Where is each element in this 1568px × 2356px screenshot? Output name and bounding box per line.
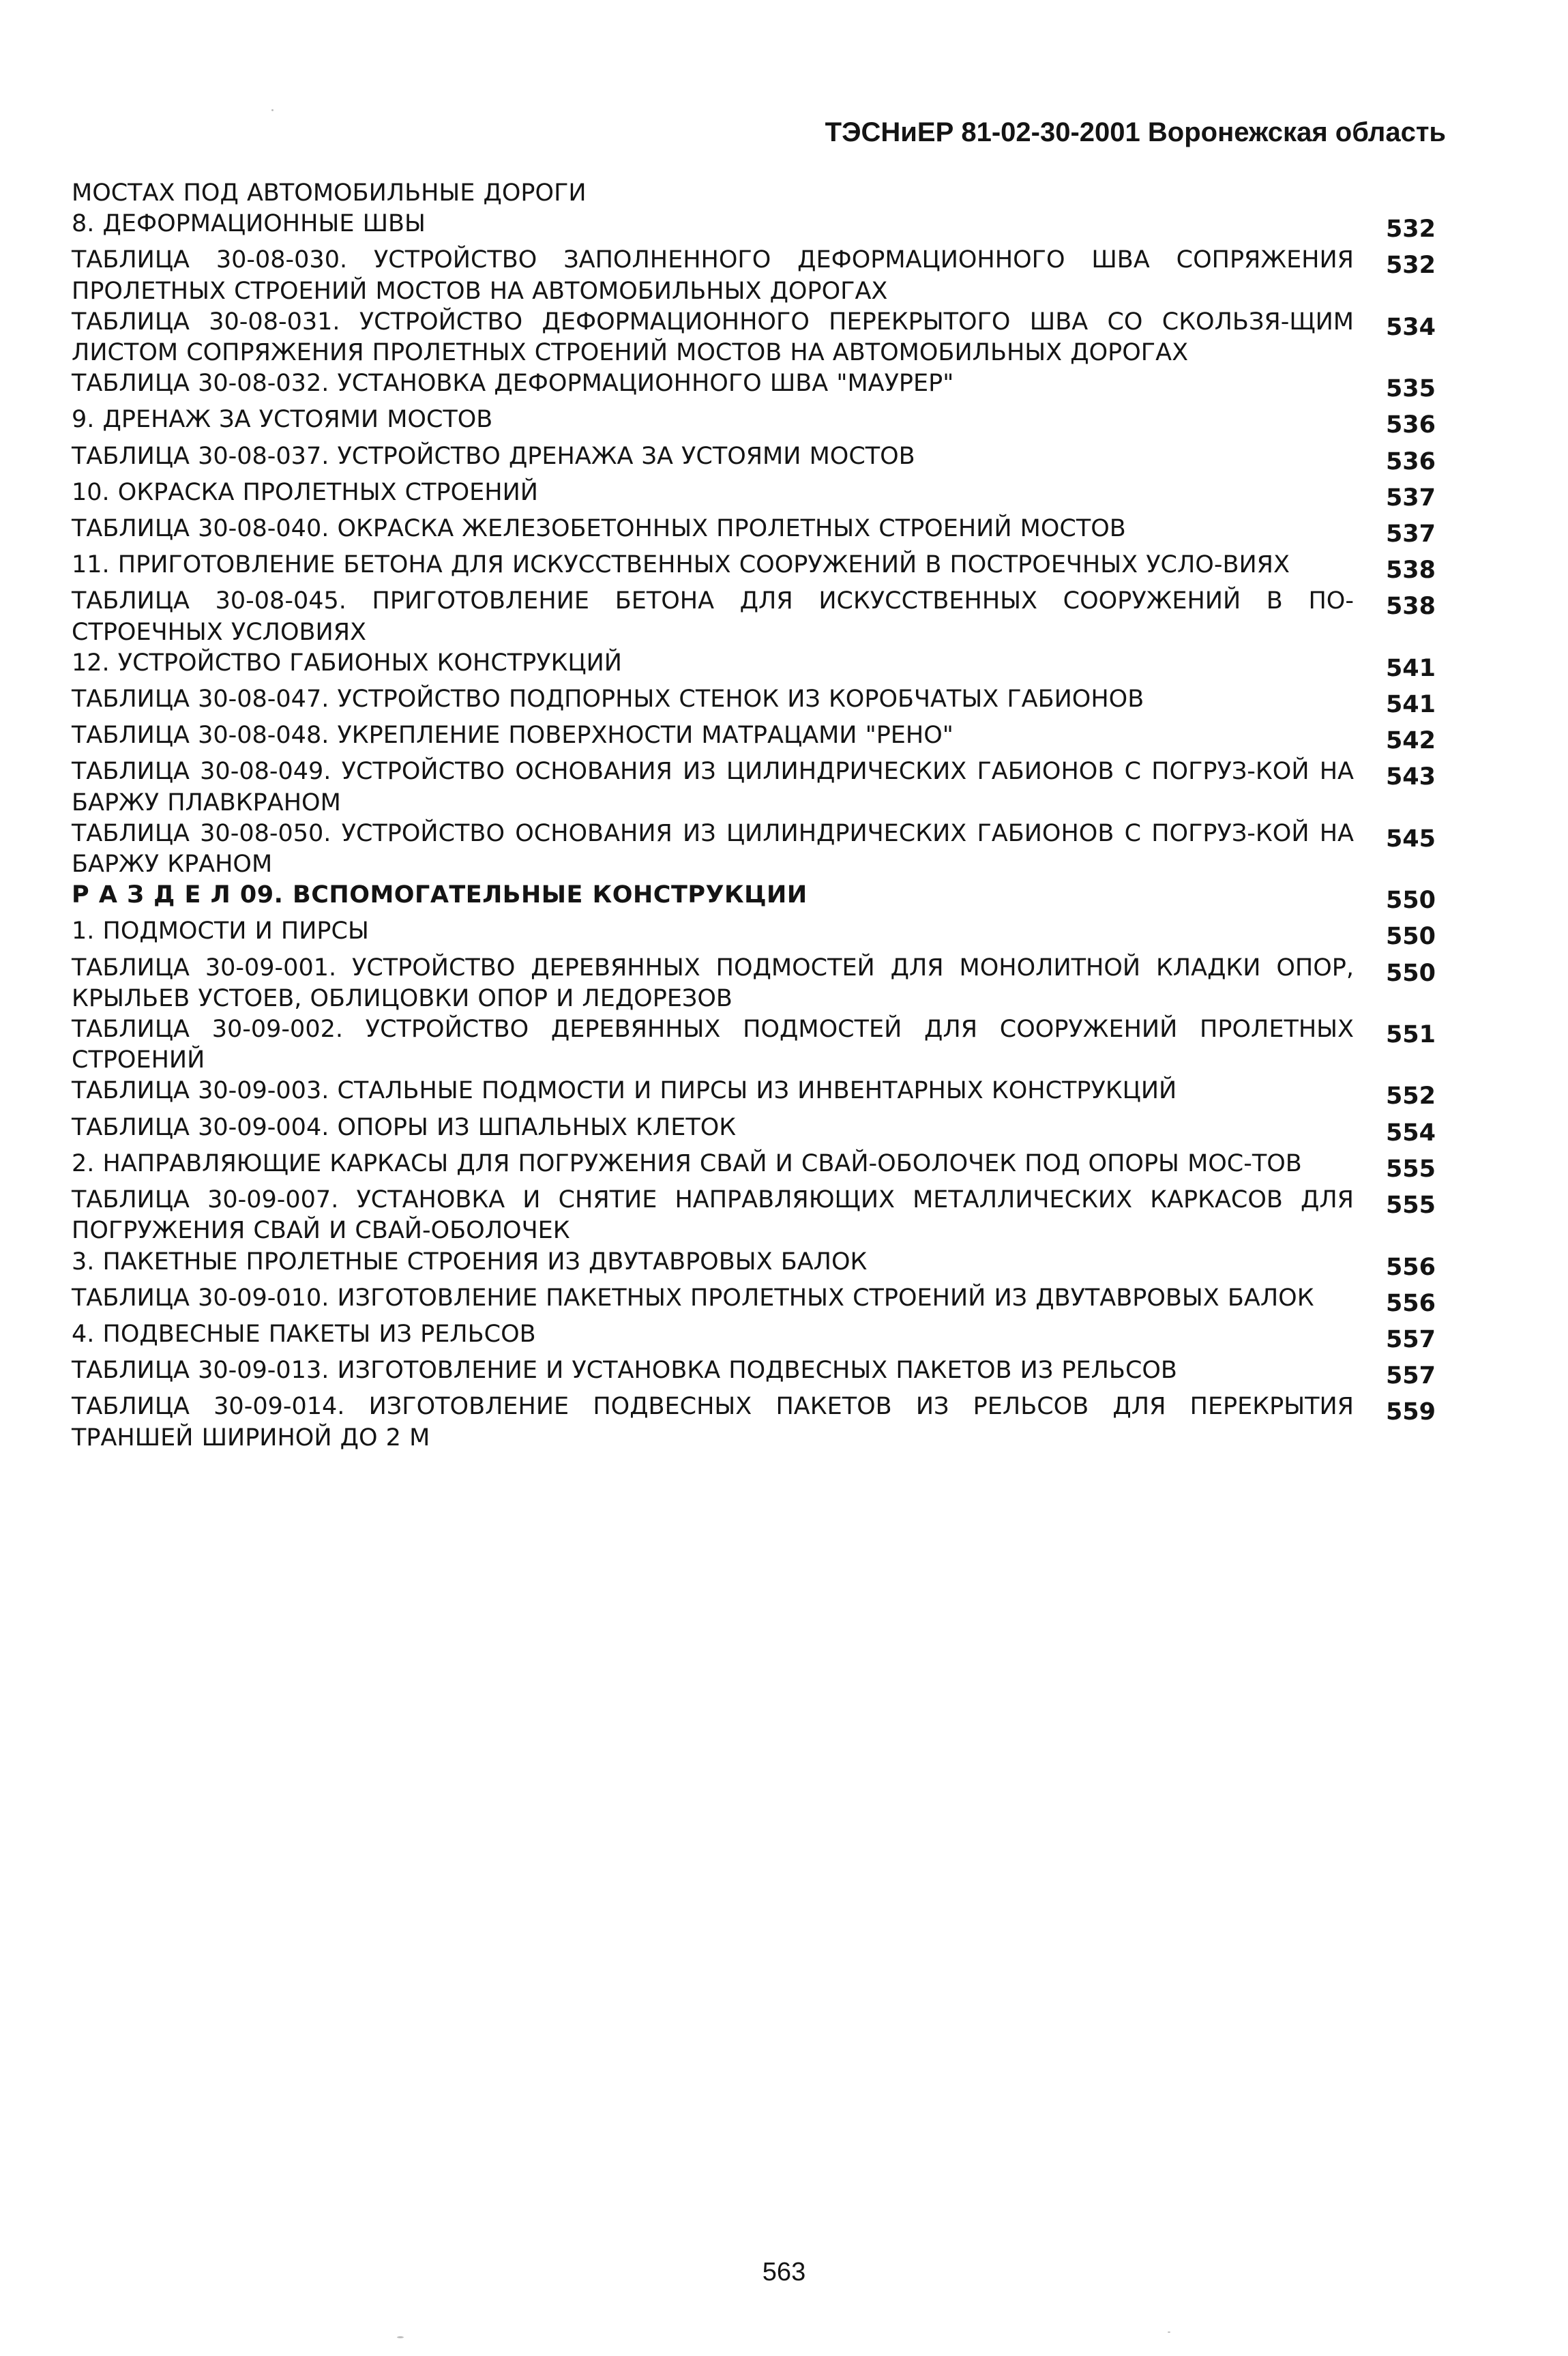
table-of-contents [72, 178, 1436, 1454]
toc-entry-page: 552 [1385, 1083, 1436, 1110]
toc-entry [72, 756, 1436, 818]
toc-entry [72, 916, 1436, 952]
toc-entry-title: ТАБЛИЦА 30-09-013. ИЗГОТОВЛЕНИЕ И УСТАНОВКА ПОДВЕСНЫХ ПАКЕТОВ ИЗ РЕЛЬСОВ [72, 1357, 1177, 1385]
toc-entry-page: 542 [1385, 727, 1436, 755]
toc-entry [72, 1185, 1436, 1246]
toc-entry [72, 1283, 1436, 1319]
toc-entry-title: 4. ПОДВЕСНЫЕ ПАКЕТЫ ИЗ РЕЛЬСОВ [72, 1320, 536, 1348]
toc-entry [72, 368, 1436, 404]
toc-entry [72, 441, 1436, 477]
toc-entry [72, 586, 1436, 647]
toc-entry [72, 1149, 1436, 1185]
toc-entry [72, 819, 1436, 880]
toc-entry-page: 535 [1385, 375, 1436, 403]
toc-entry-page: 550 [1385, 923, 1436, 951]
toc-entry-title: 11. ПРИГОТОВЛЕНИЕ БЕТОНА ДЛЯ ИСКУССТВЕННЫХ СООРУЖЕНИЙ В ПОСТРОЕЧНЫХ УСЛО-ВИЯХ [72, 551, 1290, 579]
toc-entry-title: ТАБЛИЦА 30-09-002. УСТРОЙСТВО ДЕРЕВЯННЫХ ПОДМОСТЕЙ ДЛЯ СООРУЖЕНИЙ ПРОЛЕТНЫХ СТРОЕНИЙ [72, 1016, 1354, 1074]
toc-entry [72, 514, 1436, 550]
scan-speck [271, 109, 273, 111]
toc-entry-page: 551 [1385, 1021, 1436, 1049]
toc-entry-page: 543 [1385, 763, 1436, 791]
toc-entry [72, 209, 1436, 245]
toc-entry-title: ТАБЛИЦА 30-09-004. ОПОРЫ ИЗ ШПАЛЬНЫХ КЛЕТОК [72, 1113, 737, 1141]
toc-entry-title: ТАБЛИЦА 30-08-050. УСТРОЙСТВО ОСНОВАНИЯ ИЗ ЦИЛИНДРИЧЕСКИХ ГАБИОНОВ С ПОГРУЗ-КОЙ НА БАРЖУ КРАНОМ [72, 819, 1354, 879]
toc-entry-page: 534 [1385, 313, 1436, 341]
toc-entry-title: ТАБЛИЦА 30-09-010. ИЗГОТОВЛЕНИЕ ПАКЕТНЫХ ПРОЛЕТНЫХ СТРОЕНИЙ ИЗ ДВУТАВРОВЫХ БАЛОК [72, 1284, 1314, 1312]
toc-entry [72, 550, 1436, 586]
toc-entry-page: 557 [1385, 1325, 1436, 1353]
toc-entry-title: ТАБЛИЦА 30-08-040. ОКРАСКА ЖЕЛЕЗОБЕТОННЫХ ПРОЛЕТНЫХ СТРОЕНИЙ МОСТОВ [72, 515, 1126, 543]
toc-entry [72, 1391, 1436, 1453]
toc-entry-title: ТАБЛИЦА 30-08-049. УСТРОЙСТВО ОСНОВАНИЯ ИЗ ЦИЛИНДРИЧЕСКИХ ГАБИОНОВ С ПОГРУЗ-КОЙ НА БАРЖУ ПЛАВКРАНОМ [72, 758, 1354, 816]
page-number: 563 [762, 2258, 806, 2286]
toc-entry [72, 953, 1436, 1014]
toc-entry-page: 559 [1385, 1398, 1436, 1426]
toc-entry-title: ТАБЛИЦА 30-08-032. УСТАНОВКА ДЕФОРМАЦИОННОГО ШВА "МАУРЕР" [72, 370, 954, 398]
toc-entry-title: ТАБЛИЦА 30-09-007. УСТАНОВКА И СНЯТИЕ НАПРАВЛЯЮЩИХ МЕТАЛЛИЧЕСКИХ КАРКАСОВ ДЛЯ ПОГРУЖЕНИЯ СВАЙ И СВАЙ-ОБОЛОЧЕК [72, 1186, 1354, 1245]
toc-entry [72, 245, 1436, 306]
toc-entry-page: 555 [1385, 1192, 1436, 1220]
toc-entry-title: ТАБЛИЦА 30-09-001. УСТРОЙСТВО ДЕРЕВЯННЫХ ПОДМОСТЕЙ ДЛЯ МОНОЛИТНОЙ КЛАДКИ ОПОР, КРЫЛЬЕВ УСТОЕВ, ОБЛИЦОВКИ ОПОР И ЛЕДОРЕЗОВ [72, 954, 1354, 1012]
toc-entry-page: 557 [1385, 1362, 1436, 1390]
toc-entry [72, 720, 1436, 756]
toc-entry [72, 1355, 1436, 1391]
toc-entry-title: 8. ДЕФОРМАЦИОННЫЕ ШВЫ [72, 210, 426, 238]
toc-entry-page: 537 [1385, 484, 1436, 512]
scan-speck [397, 2336, 404, 2338]
toc-entry-title: ТАБЛИЦА 30-08-031. УСТРОЙСТВО ДЕФОРМАЦИОННОГО ПЕРЕКРЫТОГО ШВА СО СКОЛЬЗЯ-ЩИМ ЛИСТОМ СОПРЯЖЕНИЯ ПРОЛЕТНЫХ СТРОЕНИЙ МОСТОВ НА АВТОМОБИЛЬНЫХ ДОРОГАХ [72, 308, 1354, 367]
toc-entry-page: 537 [1385, 520, 1436, 548]
toc-entry-page: 532 [1385, 252, 1436, 280]
toc-entry-title: ТАБЛИЦА 30-08-047. УСТРОЙСТВО ПОДПОРНЫХ СТЕНОК ИЗ КОРОБЧАТЫХ ГАБИОНОВ [72, 686, 1144, 713]
toc-entry-title: ТАБЛИЦА 30-08-030. УСТРОЙСТВО ЗАПОЛНЕННОГО ДЕФОРМАЦИОННОГО ШВА СОПРЯЖЕНИЯ ПРОЛЕТНЫХ СТРОЕНИЙ МОСТОВ НА АВТОМОБИЛЬНЫХ ДОРОГАХ [72, 246, 1354, 305]
toc-entry [72, 178, 1436, 209]
toc-entry-title: Р А З Д Е Л 09. ВСПОМОГАТЕЛЬНЫЕ КОНСТРУКЦИИ [72, 881, 808, 909]
toc-entry-title: 3. ПАКЕТНЫЕ ПРОЛЕТНЫЕ СТРОЕНИЯ ИЗ ДВУТАВРОВЫХ БАЛОК [72, 1248, 868, 1276]
toc-entry-title: 2. НАПРАВЛЯЮЩИЕ КАРКАСЫ ДЛЯ ПОГРУЖЕНИЯ СВАЙ И СВАЙ-ОБОЛОЧЕК ПОД ОПОРЫ МОС-ТОВ [72, 1149, 1302, 1177]
toc-entry-page: 541 [1385, 691, 1436, 719]
toc-entry-page: 545 [1385, 825, 1436, 853]
toc-entry [72, 648, 1436, 684]
toc-entry [72, 307, 1436, 368]
toc-entry [72, 1247, 1436, 1283]
toc-entry-page: 556 [1385, 1289, 1436, 1317]
toc-entry-page: 555 [1385, 1155, 1436, 1183]
toc-entry-title: ТАБЛИЦА 30-09-003. СТАЛЬНЫЕ ПОДМОСТИ И ПИРСЫ ИЗ ИНВЕНТАРНЫХ КОНСТРУКЦИЙ [72, 1077, 1177, 1105]
toc-entry [72, 404, 1436, 441]
scan-speck [1168, 2331, 1170, 2333]
toc-entry-page: 556 [1385, 1253, 1436, 1281]
toc-entry-title: 1. ПОДМОСТИ И ПИРСЫ [72, 917, 369, 945]
toc-entry-page: 532 [1385, 216, 1436, 244]
toc-entry-page: 554 [1385, 1119, 1436, 1147]
toc-entry-page: 536 [1385, 447, 1436, 475]
toc-entry [72, 477, 1436, 514]
toc-entry-title: МОСТАХ ПОД АВТОМОБИЛЬНЫЕ ДОРОГИ [72, 179, 587, 207]
toc-entry-title: ТАБЛИЦА 30-08-048. УКРЕПЛЕНИЕ ПОВЕРХНОСТИ МАТРАЦАМИ "РЕНО" [72, 722, 953, 750]
toc-entry-page: 550 [1385, 959, 1436, 987]
toc-entry-page: 538 [1385, 593, 1436, 621]
toc-section-heading [72, 880, 1436, 916]
toc-entry-page: 550 [1385, 887, 1436, 915]
toc-entry [72, 1014, 1436, 1076]
toc-entry-title: ТАБЛИЦА 30-08-045. ПРИГОТОВЛЕНИЕ БЕТОНА ДЛЯ ИСКУССТВЕННЫХ СООРУЖЕНИЙ В ПО-СТРОЕЧНЫХ УСЛОВИЯХ [72, 587, 1354, 646]
document-header: ТЭСНиЕР 81-02-30-2001 Воронежская область [825, 117, 1446, 147]
toc-entry-title: ТАБЛИЦА 30-08-037. УСТРОЙСТВО ДРЕНАЖА ЗА УСТОЯМИ МОСТОВ [72, 442, 915, 470]
toc-entry-page: 538 [1385, 557, 1436, 585]
toc-entry-page: 536 [1385, 411, 1436, 439]
toc-entry [72, 684, 1436, 720]
toc-entry [72, 1319, 1436, 1355]
toc-entry-title: 12. УСТРОЙСТВО ГАБИОНЫХ КОНСТРУКЦИЙ [72, 649, 622, 677]
toc-entry-page [1367, 178, 1436, 183]
toc-entry-title: ТАБЛИЦА 30-09-014. ИЗГОТОВЛЕНИЕ ПОДВЕСНЫХ ПАКЕТОВ ИЗ РЕЛЬСОВ ДЛЯ ПЕРЕКРЫТИЯ ТРАНШЕЙ ШИРИНОЙ ДО 2 М [72, 1393, 1354, 1452]
toc-entry-title: 10. ОКРАСКА ПРОЛЕТНЫХ СТРОЕНИЙ [72, 478, 538, 506]
toc-entry [72, 1076, 1436, 1112]
toc-entry [72, 1113, 1436, 1149]
toc-entry-title: 9. ДРЕНАЖ ЗА УСТОЯМИ МОСТОВ [72, 406, 493, 434]
toc-entry-page: 541 [1385, 654, 1436, 682]
